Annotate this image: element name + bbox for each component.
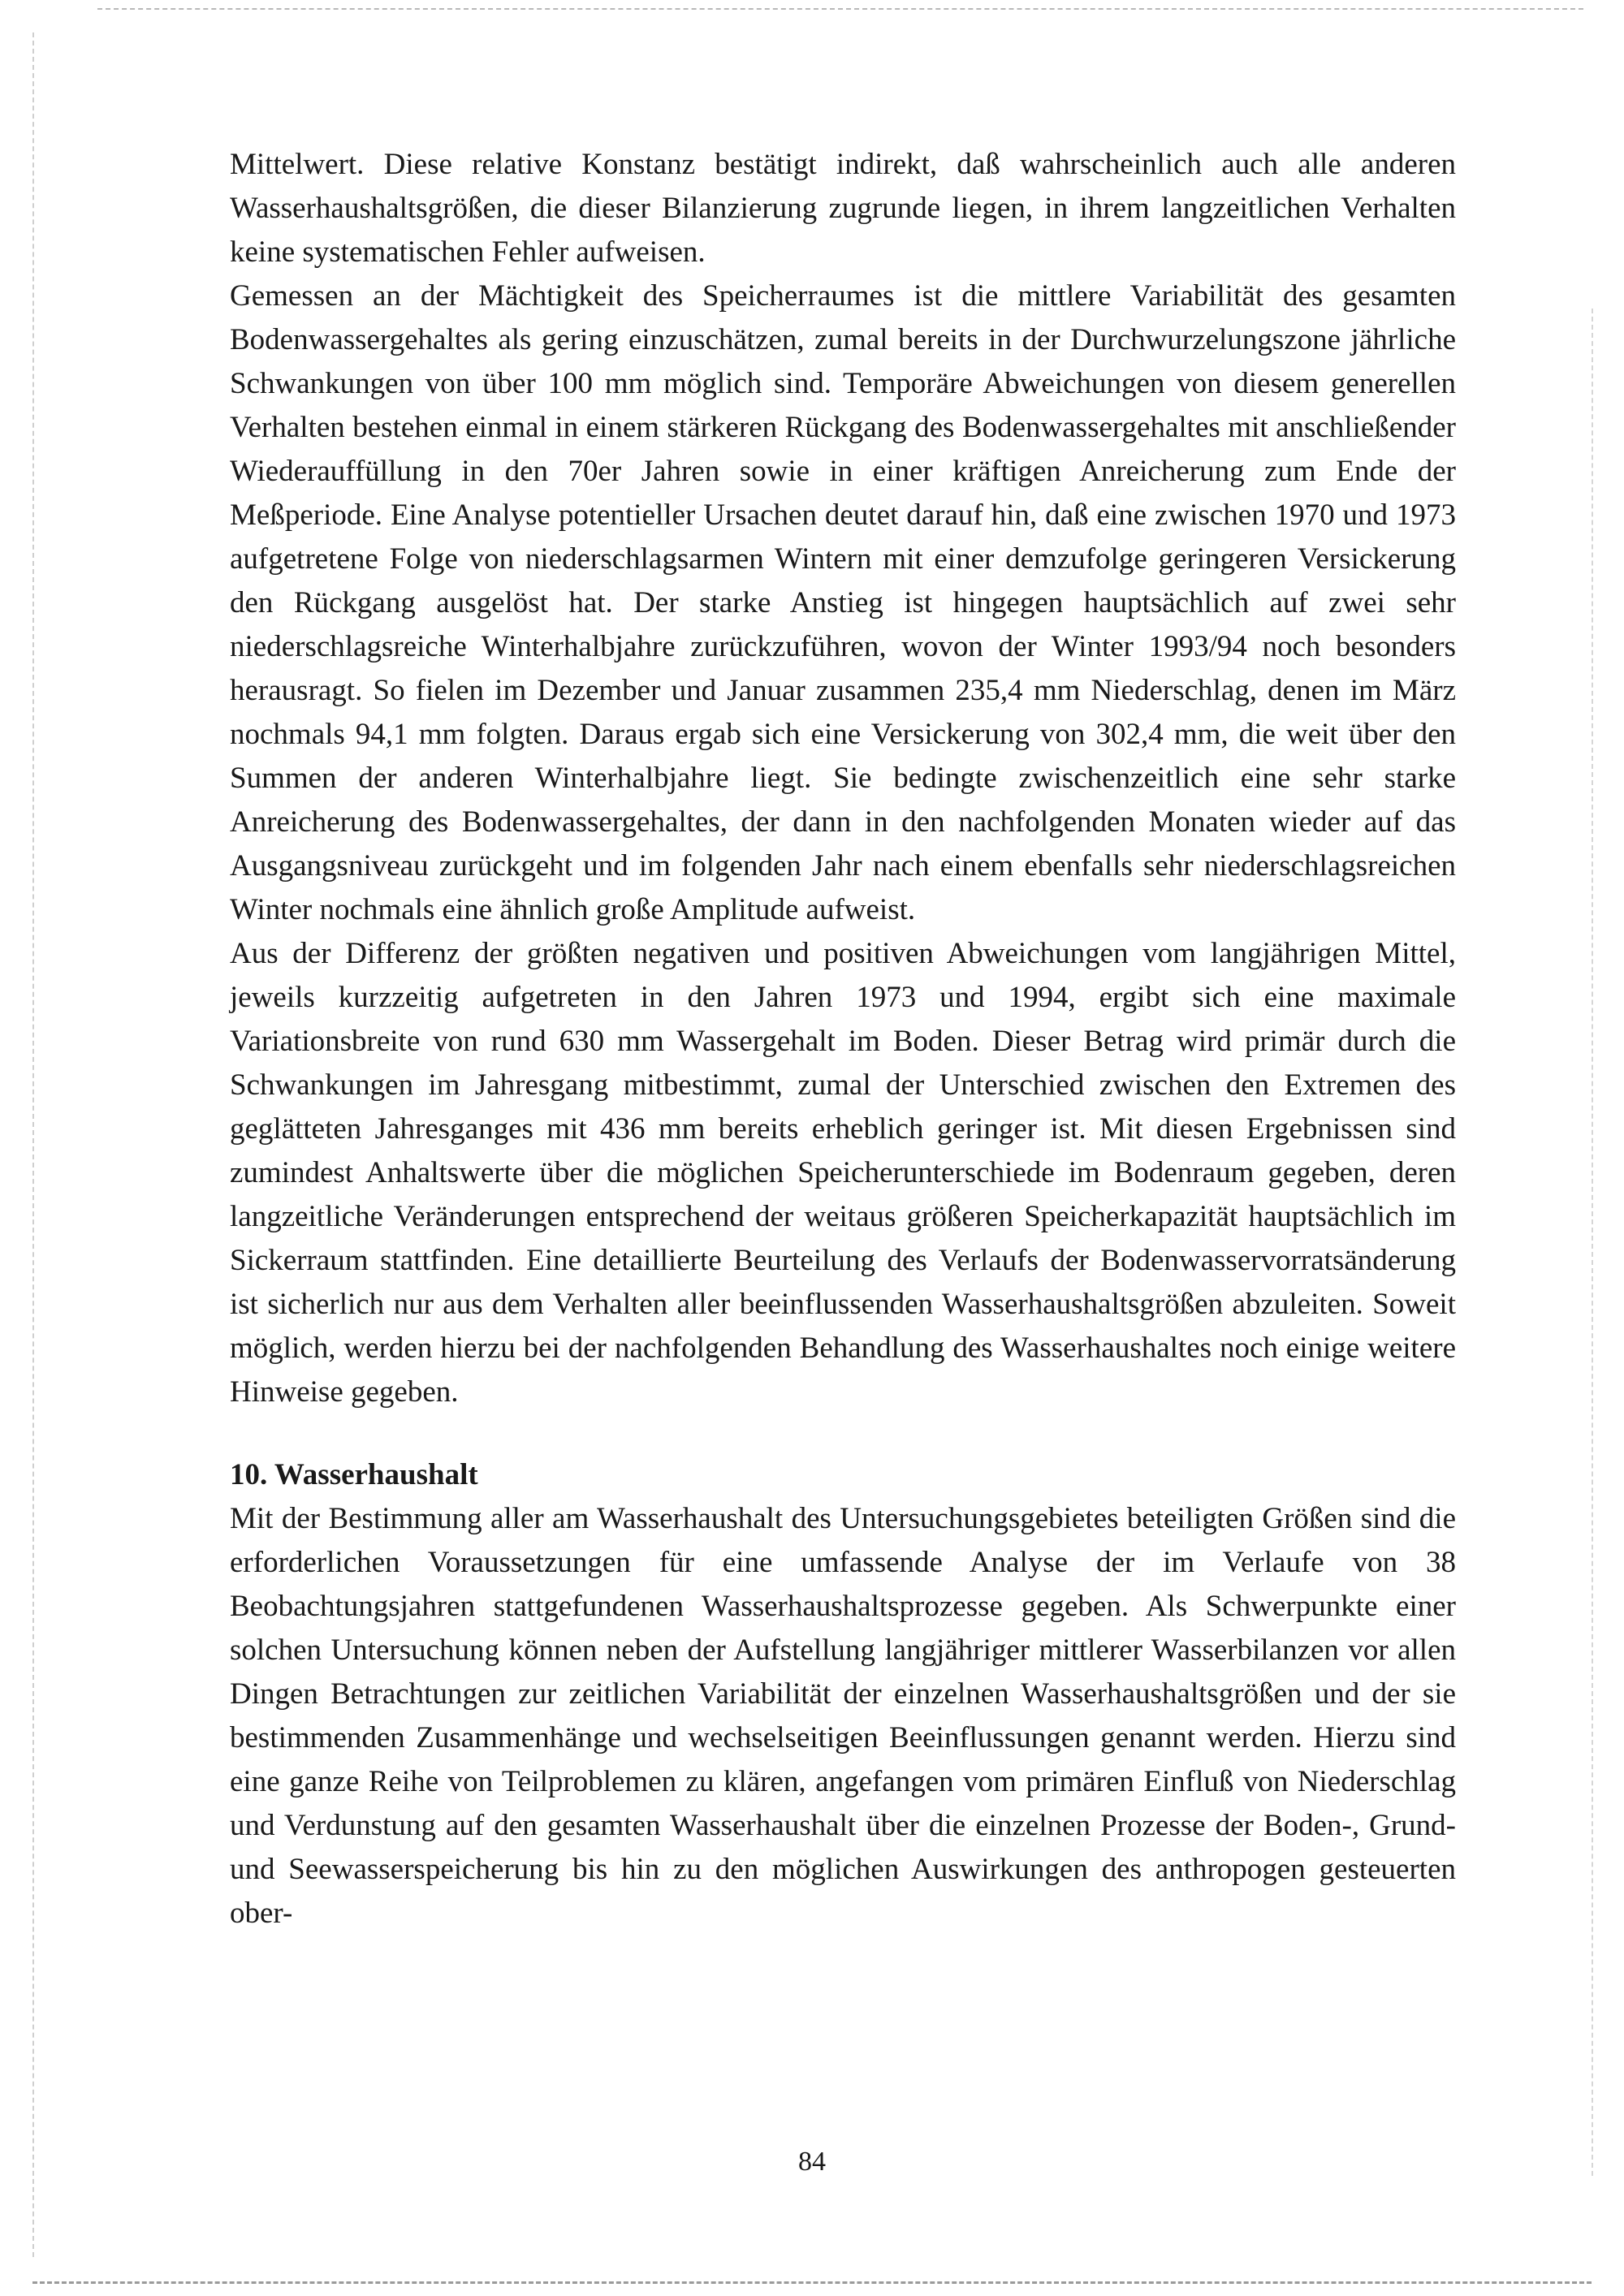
body-text [230,143,1456,1936]
paragraph-speicherraum: Gemessen an der Mächtigkeit des Speicherraumes ist die mittlere Variabilität des gesamten Bodenwassergehaltes als gering einzuschätzen, zumal bereits in der Durchwurzelungszone jährliche Schwankungen von über 100 mm möglich sind. Temporäre Abweichungen von diesem generellen Verhalten bestehen einmal in einem stärkeren Rückgang des Bodenwassergehaltes mit anschließender Wiederauffüllung in den 70er Jahren sowie in einer kräftigen Anreicherung zum Ende der Meßperiode. Eine Analyse potentieller Ursachen deutet darauf hin, daß eine zwischen 1970 und 1973 aufgetretene Folge von niederschlagsarmen Wintern mit einer demzufolge geringeren Versickerung den Rückgang ausgelöst hat. Der starke Anstieg ist hingegen hauptsächlich auf zwei sehr niederschlagsreiche Winterhalbjahre zurückzuführen, wovon der Winter 1993/94 noch besonders herausragt. So fielen im Dezember und Januar zusammen 235,4 mm Niederschlag, denen im März nochmals 94,1 mm folgten. Daraus ergab sich eine Versickerung von 302,4 mm, die weit über den Summen der anderen Winterhalbjahre liegt. Sie bedingte zwischenzeitlich eine sehr starke Anreicherung des Bodenwassergehaltes, der dann in den nachfolgenden Monaten wieder auf das Ausgangsniveau zurückgeht und im folgenden Jahr nach einem ebenfalls sehr niederschlagsreichen Winter nochmals eine ähnlich große Amplitude aufweist. [230,279,1456,926]
scan-edge-bottom [32,2281,1592,2284]
paragraph-wasserhaushalt: Mit der Bestimmung aller am Wasserhaushalt des Untersuchungsgebietes beteiligten Größen sind die erforderlichen Voraussetzungen für eine umfassende Analyse der im Verlaufe von 38 Beobachtungsjahren stattgefundenen Wasserhaushaltsprozesse gegeben. Als Schwerpunkte einer solchen Untersuchung können neben der Aufstellung langjähriger mittlerer Wasserbilanzen vor allen Dingen Betrachtungen zur zeitlichen Variabilität der einzelnen Wasserhaushaltsgrößen und der sie bestimmenden Zusammenhänge und wechselseitigen Beeinflussungen genannt werden. Hierzu sind eine ganze Reihe von Teilproblemen zu klären, angefangen vom primären Einfluß von Niederschlag und Verdunstung auf den gesamten Wasserhaushalt über die einzelnen Prozesse der Boden-, Grund- und Seewasserspeicherung bis hin zu den möglichen Auswirkungen des anthropogen gesteuerten ober- [230,1502,1456,1930]
section-heading: 10. Wasserhaushalt [230,1458,478,1491]
paragraph-mittelwert: Mittelwert. Diese relative Konstanz bestätigt indirekt, daß wahrscheinlich auch alle anderen Wasserhaushaltsgrößen, die dieser Bilanzierung zugrunde liegen, in ihrem langzeitlichen Verhalten keine systematischen Fehler aufweisen. [230,148,1456,269]
paragraph-variationsbreite: Aus der Differenz der größten negativen und positiven Abweichungen vom langjährigen Mittel, jeweils kurzzeitig aufgetreten in den Jahren 1973 und 1994, ergibt sich eine maximale Variationsbreite von rund 630 mm Wassergehalt im Boden. Dieser Betrag wird primär durch die Schwankungen im Jahresgang mitbestimmt, zumal der Unterschied zwischen den Extremen des geglätteten Jahresganges mit 436 mm bereits erheblich geringer ist. Mit diesen Ergebnissen sind zumindest Anhaltswerte über die möglichen Speicherunterschiede im Bodenraum gegeben, deren langzeitliche Veränderungen entsprechend der weitaus größeren Speicherkapazität hauptsächlich im Sickerraum stattfinden. Eine detaillierte Beurteilung des Verlaufs der Bodenwasservorratsänderung ist sicherlich nur aus dem Verhalten aller beeinflussenden Wasserhaushaltsgrößen abzuleiten. Soweit möglich, werden hierzu bei der nachfolgenden Behandlung des Wasserhaushaltes noch einige weitere Hinweise gegeben. [230,937,1456,1409]
scan-edge-top [97,8,1583,10]
page-number: 84 [798,2147,826,2177]
scan-edge-right [1592,309,1593,2176]
scan-edge-left [32,32,34,2257]
section-spacer [230,1414,1456,1453]
